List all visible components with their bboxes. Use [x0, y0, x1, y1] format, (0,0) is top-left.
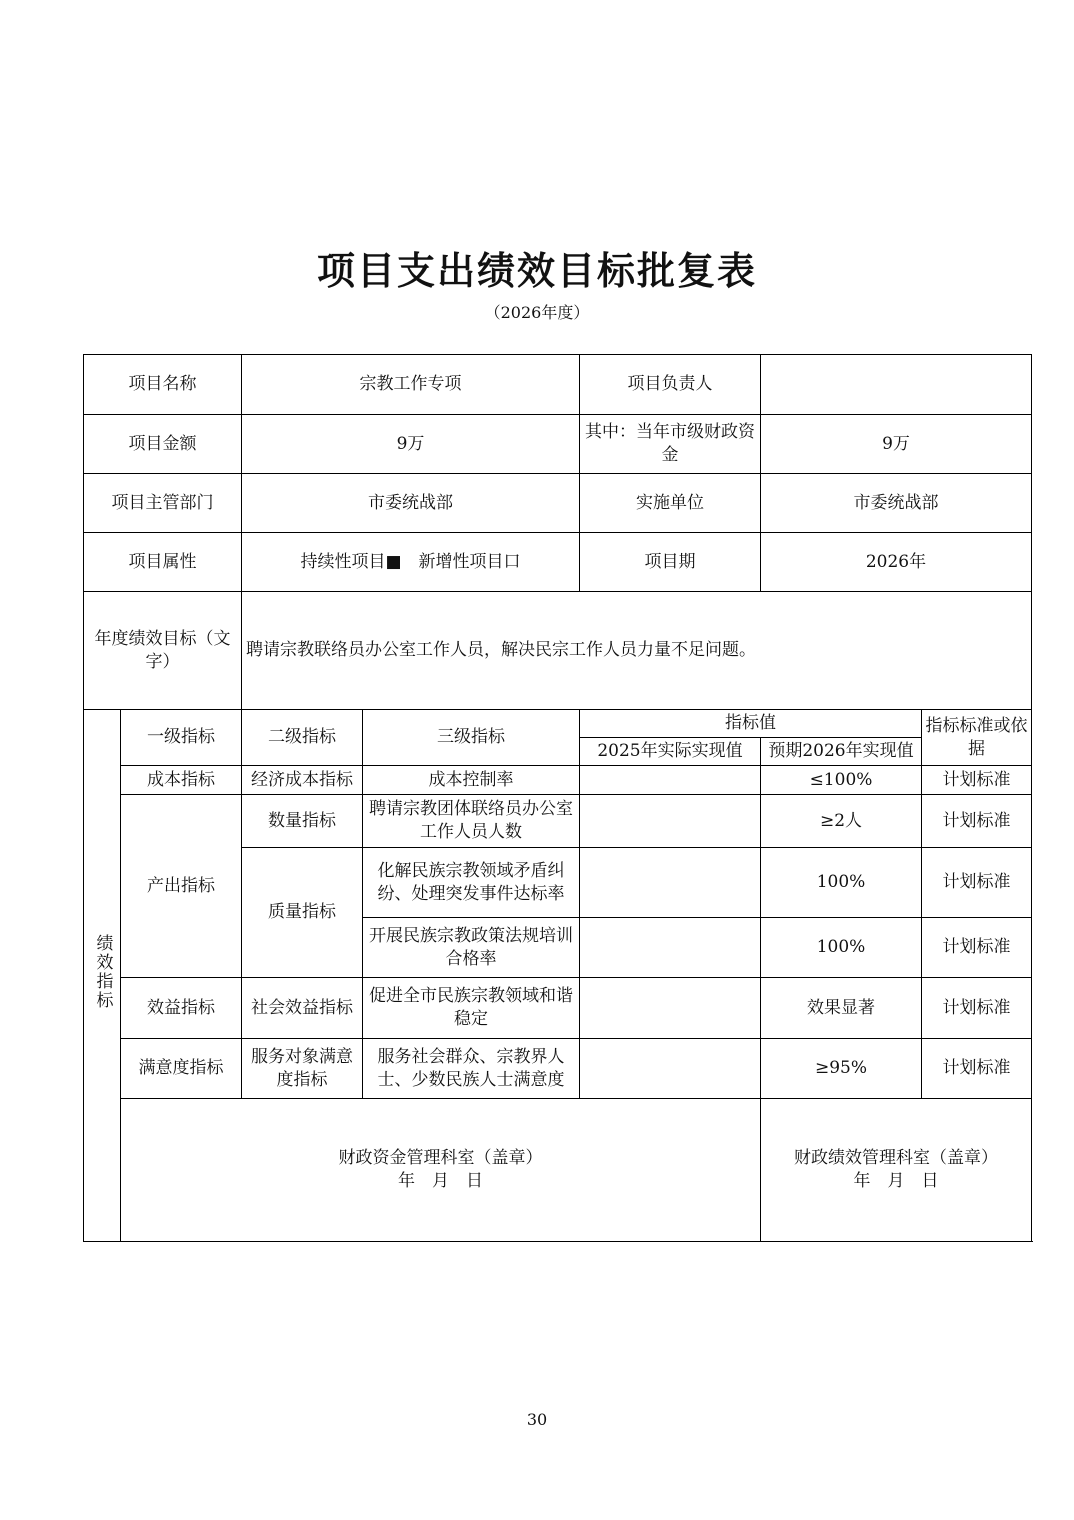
period-label: 项目期 [580, 533, 761, 592]
project-name-value: 宗教工作专项 [242, 355, 580, 415]
level2-cell: 质量指标 [242, 848, 363, 978]
header-value: 指标值 [580, 710, 922, 738]
table-row [84, 795, 1032, 848]
basis-cell: 计划标准 [922, 978, 1032, 1039]
header-basis: 指标标准或依据 [922, 710, 1032, 766]
impl-label: 实施单位 [580, 474, 761, 533]
level2-cell: 数量指标 [242, 795, 363, 848]
actual-cell [580, 795, 761, 848]
period-value: 2026年 [761, 533, 1032, 592]
left-date: 年 月 日 [398, 1171, 483, 1191]
dept-value: 市委统战部 [242, 474, 580, 533]
impl-value: 市委统战部 [761, 474, 1032, 533]
basis-cell: 计划标准 [922, 766, 1032, 795]
expected-cell: ≥2人 [761, 795, 922, 848]
expected-cell: ≥95% [761, 1039, 922, 1099]
level3-cell: 开展民族宗教政策法规培训合格率 [363, 918, 580, 978]
page-title: 项目支出绩效目标批复表 [316, 249, 757, 293]
row-annual-goal [84, 592, 1032, 710]
level1-cell: 成本指标 [121, 766, 242, 795]
expected-cell: 效果显著 [761, 978, 922, 1039]
level1-cell: 产出指标 [121, 795, 242, 978]
level2-cell: 经济成本指标 [242, 766, 363, 795]
table-row [84, 766, 1032, 795]
level3-cell: 成本控制率 [363, 766, 580, 795]
indicators-side-label: 绩效指标 [84, 710, 121, 1242]
finance-performance-office-seal [761, 1099, 1032, 1242]
row-attribute [84, 533, 1032, 592]
actual-cell [580, 978, 761, 1039]
basis-cell: 计划标准 [922, 1039, 1032, 1099]
header-actual-2025: 2025年实际实现值 [580, 738, 761, 766]
table-row [84, 978, 1032, 1039]
level2-cell: 服务对象满意度指标 [242, 1039, 363, 1099]
actual-cell [580, 1039, 761, 1099]
level3-cell: 聘请宗教团体联络员办公室工作人员人数 [363, 795, 580, 848]
header-level3: 三级指标 [363, 710, 580, 766]
right-date: 年 月 日 [853, 1171, 939, 1191]
actual-cell [580, 848, 761, 918]
row-department [84, 474, 1032, 533]
level2-cell: 社会效益指标 [242, 978, 363, 1039]
indicator-header-row-1 [84, 710, 1032, 738]
expected-cell: 100% [761, 848, 922, 918]
amount-value: 9万 [242, 415, 580, 474]
performance-table [83, 354, 1032, 1242]
finance-fund-office-seal [121, 1099, 761, 1242]
header-level2: 二级指标 [242, 710, 363, 766]
goal-label: 年度绩效目标（文字） [84, 592, 242, 710]
page-number: 30 [526, 1410, 548, 1429]
responsible-label: 项目负责人 [580, 355, 761, 415]
basis-cell: 计划标准 [922, 795, 1032, 848]
basis-cell: 计划标准 [922, 918, 1032, 978]
fund-label: 其中：当年市级财政资金 [580, 415, 761, 474]
signature-row [84, 1099, 1032, 1242]
project-name-label: 项目名称 [84, 355, 242, 415]
amount-label: 项目金额 [84, 415, 242, 474]
table-row [84, 1039, 1032, 1099]
left-office-name: 财政资金管理科室（盖章） [338, 1148, 543, 1169]
header-level1: 一级指标 [121, 710, 242, 766]
row-project-amount [84, 415, 1032, 474]
level3-cell: 服务社会群众、宗教界人士、少数民族人士满意度 [363, 1039, 580, 1099]
row-project-name [84, 355, 1032, 415]
dept-label: 项目主管部门 [84, 474, 242, 533]
page-subtitle: （2026年度） [484, 303, 590, 322]
level3-cell: 化解民族宗教领域矛盾纠纷、处理突发事件达标率 [363, 848, 580, 918]
responsible-value [761, 355, 1032, 415]
attr-value: 持续性项目■ 新增性项目口 [242, 533, 580, 592]
basis-cell: 计划标准 [922, 848, 1032, 918]
level3-cell: 促进全市民族宗教领域和谐稳定 [363, 978, 580, 1039]
attr-label: 项目属性 [84, 533, 242, 592]
fund-value: 9万 [761, 415, 1032, 474]
right-office-name: 财政绩效管理科室（盖章） [794, 1148, 998, 1169]
header-expected-2026: 预期2026年实现值 [761, 738, 922, 766]
level1-cell: 满意度指标 [121, 1039, 242, 1099]
actual-cell [580, 918, 761, 978]
expected-cell: 100% [761, 918, 922, 978]
actual-cell [580, 766, 761, 795]
goal-text: 聘请宗教联络员办公室工作人员，解决民宗工作人员力量不足问题。 [242, 592, 1032, 710]
expected-cell: ≤100% [761, 766, 922, 795]
level1-cell: 效益指标 [121, 978, 242, 1039]
